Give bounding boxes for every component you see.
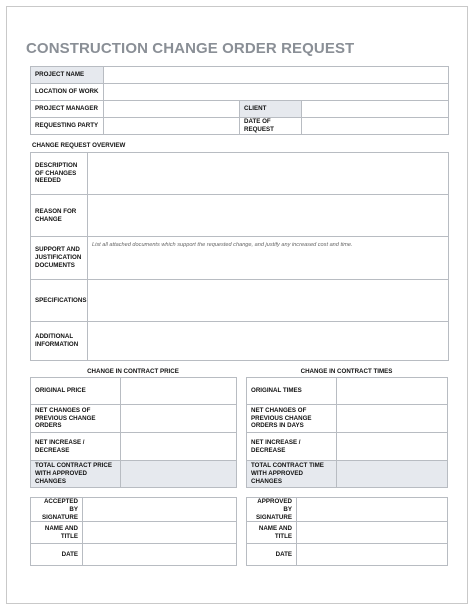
support-field[interactable]: List all attached documents which support the requested change, and justify any increased cost and time. — [88, 237, 449, 280]
price-net-changes-field[interactable] — [121, 405, 237, 433]
project-info-table — [30, 66, 449, 135]
client-label: CLIENT — [240, 101, 302, 118]
approved-by-field[interactable] — [297, 498, 448, 522]
approved-name-title-field[interactable] — [297, 522, 448, 544]
approved-signature-table — [246, 497, 448, 566]
page-title: CONSTRUCTION CHANGE ORDER REQUEST — [26, 40, 355, 57]
description-label: DESCRIPTION OF CHANGES NEEDED — [31, 153, 88, 195]
reason-label: REASON FOR CHANGE — [31, 195, 88, 237]
date-of-request-field[interactable] — [302, 118, 449, 135]
location-of-work-field[interactable] — [104, 84, 449, 101]
project-name-label: PROJECT NAME — [31, 67, 104, 84]
original-times-label: ORIGINAL TIMES — [247, 378, 337, 405]
accepted-date-field[interactable] — [83, 544, 237, 566]
reason-field[interactable] — [88, 195, 449, 237]
specifications-label: SPECIFICATIONS — [31, 280, 88, 322]
project-manager-label: PROJECT MANAGER — [31, 101, 104, 118]
description-field[interactable] — [88, 153, 449, 195]
approved-date-field[interactable] — [297, 544, 448, 566]
price-net-increase-field[interactable] — [121, 433, 237, 461]
total-contract-price-field[interactable] — [121, 461, 237, 488]
times-net-changes-field[interactable] — [337, 405, 448, 433]
times-net-increase-field[interactable] — [337, 433, 448, 461]
total-contract-price-label: TOTAL CONTRACT PRICE WITH APPROVED CHANGES — [31, 461, 121, 488]
original-times-field[interactable] — [337, 378, 448, 405]
requesting-party-field[interactable] — [104, 118, 240, 135]
accepted-by-field[interactable] — [83, 498, 237, 522]
additional-information-label: ADDITIONAL INFORMATION — [31, 322, 88, 361]
price-net-changes-label: NET CHANGES OF PREVIOUS CHANGE ORDERS — [31, 405, 121, 433]
total-contract-time-field[interactable] — [337, 461, 448, 488]
original-price-label: ORIGINAL PRICE — [31, 378, 121, 405]
support-label: SUPPORT AND JUSTIFICATION DOCUMENTS — [31, 237, 88, 280]
accepted-name-title-label: NAME AND TITLE — [31, 522, 83, 544]
approved-by-label: APPROVED BY SIGNATURE — [247, 498, 297, 522]
accepted-date-label: DATE — [31, 544, 83, 566]
times-net-changes-label: NET CHANGES OF PREVIOUS CHANGE ORDERS IN DAYS — [247, 405, 337, 433]
price-net-increase-label: NET INCREASE / DECREASE — [31, 433, 121, 461]
date-of-request-label: DATE OF REQUEST — [240, 118, 302, 135]
contract-price-table — [30, 377, 237, 488]
price-heading: CHANGE IN CONTRACT PRICE — [87, 368, 179, 375]
approved-name-title-label: NAME AND TITLE — [247, 522, 297, 544]
project-manager-field[interactable] — [104, 101, 240, 118]
client-field[interactable] — [302, 101, 449, 118]
overview-heading: CHANGE REQUEST OVERVIEW — [32, 142, 126, 149]
accepted-by-label: ACCEPTED BY SIGNATURE — [31, 498, 83, 522]
accepted-name-title-field[interactable] — [83, 522, 237, 544]
approved-date-label: DATE — [247, 544, 297, 566]
additional-information-field[interactable] — [88, 322, 449, 361]
location-of-work-label: LOCATION OF WORK — [31, 84, 104, 101]
contract-times-table — [246, 377, 448, 488]
requesting-party-label: REQUESTING PARTY — [31, 118, 104, 135]
specifications-field[interactable] — [88, 280, 449, 322]
original-price-field[interactable] — [121, 378, 237, 405]
accepted-signature-table — [30, 497, 237, 566]
times-net-increase-label: NET INCREASE / DECREASE — [247, 433, 337, 461]
overview-table — [30, 152, 449, 361]
times-heading: CHANGE IN CONTRACT TIMES — [300, 368, 393, 375]
project-name-field[interactable] — [104, 67, 449, 84]
total-contract-time-label: TOTAL CONTRACT TIME WITH APPROVED CHANGES — [247, 461, 337, 488]
